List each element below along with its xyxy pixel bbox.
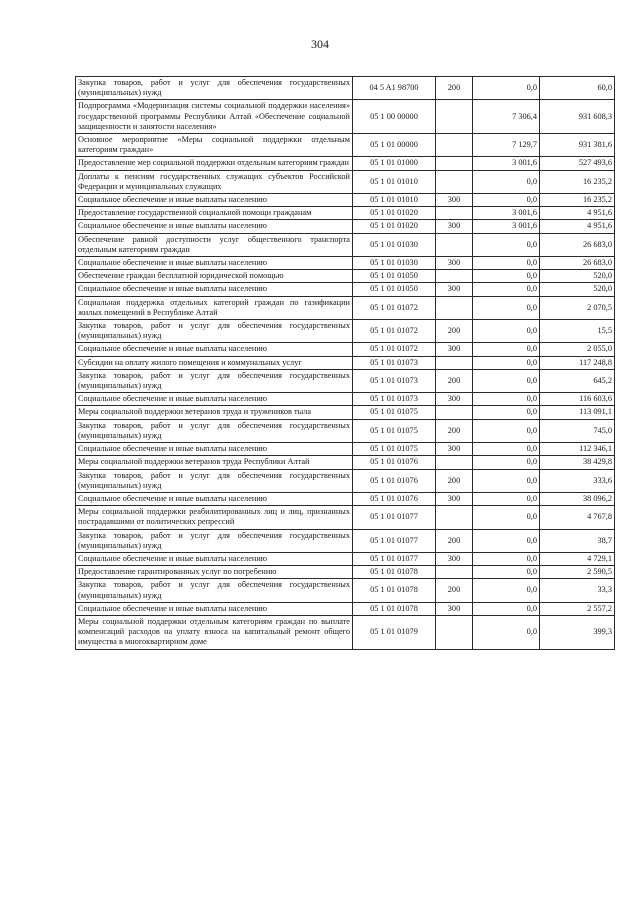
row-name: Социальное обеспечение и иные выплаты населению [76,393,353,406]
amount-2: 4 951,6 [540,220,615,233]
amount-2: 112 346,1 [540,443,615,456]
row-name: Доплаты к пенсиям государственных служащих субъектов Российской Федерации и муниципальных служащих [76,170,353,193]
table-row [76,170,615,193]
amount-1: 0,0 [473,506,540,529]
amount-1: 0,0 [473,170,540,193]
amount-1: 7 306,4 [473,100,540,134]
target-code: 05 1 01 00000 [353,134,436,157]
row-name: Закупка товаров, работ и услуг для обеспечения государственных (муниципальных) нужд [76,579,353,602]
target-code: 05 1 01 01076 [353,492,436,505]
table-row [76,393,615,406]
amount-2: 116 603,6 [540,393,615,406]
amount-1: 0,0 [473,257,540,270]
amount-1: 0,0 [473,456,540,469]
expense-type: 300 [436,283,473,296]
table-row [76,257,615,270]
table-row [76,566,615,579]
row-name: Закупка товаров, работ и услуг для обеспечения государственных (муниципальных) нужд [76,419,353,442]
target-code: 05 1 01 01078 [353,602,436,615]
row-name: Социальное обеспечение и иные выплаты населению [76,343,353,356]
amount-2: 4 729,1 [540,552,615,565]
table-row [76,283,615,296]
target-code: 05 1 01 01076 [353,456,436,469]
row-name: Социальное обеспечение и иные выплаты населению [76,257,353,270]
amount-1: 0,0 [473,270,540,283]
row-name: Социальное обеспечение и иные выплаты населению [76,492,353,505]
row-name: Социальная поддержка отдельных категорий граждан по газификации жилых помещений в Республике Алтай [76,296,353,319]
amount-2: 527 493,6 [540,157,615,170]
expense-type [436,615,473,649]
row-name: Основное мероприятие «Меры социальной поддержки отдельным категориям граждан» [76,134,353,157]
row-name: Закупка товаров, работ и услуг для обеспечения государственных (муниципальных) нужд [76,369,353,392]
table-row [76,77,615,100]
table-row [76,552,615,565]
table-row [76,356,615,369]
expense-type: 300 [436,552,473,565]
amount-2: 2 557,2 [540,602,615,615]
expense-type: 200 [436,469,473,492]
amount-2: 38,7 [540,529,615,552]
amount-2: 2 070,5 [540,296,615,319]
page-number: 304 [311,37,329,51]
table-row [76,343,615,356]
target-code: 05 1 01 01075 [353,419,436,442]
amount-2: 26 683,0 [540,233,615,256]
amount-1: 0,0 [473,296,540,319]
target-code: 05 1 01 01077 [353,506,436,529]
amount-1: 0,0 [473,369,540,392]
target-code: 05 1 01 01073 [353,369,436,392]
row-name: Меры социальной поддержки отдельным категориям граждан по выплате компенсаций расходов на уплату взноса на капитальный ремонт общего имущества в многоквартирном доме [76,615,353,649]
table-row [76,443,615,456]
amount-1: 0,0 [473,320,540,343]
target-code: 05 1 01 01030 [353,257,436,270]
table-row [76,157,615,170]
row-name: Закупка товаров, работ и услуг для обеспечения государственных (муниципальных) нужд [76,469,353,492]
amount-2: 745,0 [540,419,615,442]
amount-1: 0,0 [473,443,540,456]
amount-2: 2 055,0 [540,343,615,356]
expense-type [436,456,473,469]
expense-type: 300 [436,492,473,505]
target-code: 05 1 01 01073 [353,393,436,406]
expense-type: 200 [436,529,473,552]
target-code: 05 1 01 01010 [353,170,436,193]
budget-table-body [76,77,615,650]
amount-1: 0,0 [473,552,540,565]
amount-2: 333,6 [540,469,615,492]
amount-1: 0,0 [473,194,540,207]
row-name: Предоставление гарантированных услуг по погребению [76,566,353,579]
table-row [76,602,615,615]
target-code: 05 1 01 01078 [353,579,436,602]
expense-type: 300 [436,194,473,207]
amount-1: 0,0 [473,529,540,552]
expense-type: 300 [436,393,473,406]
expense-type: 200 [436,77,473,100]
table-row [76,579,615,602]
amount-1: 0,0 [473,492,540,505]
amount-2: 931 608,3 [540,100,615,134]
target-code: 05 1 01 01020 [353,207,436,220]
table-row [76,296,615,319]
amount-1: 0,0 [473,356,540,369]
amount-2: 38 429,8 [540,456,615,469]
amount-2: 4 951,6 [540,207,615,220]
table-row [76,134,615,157]
target-code: 05 1 01 01020 [353,220,436,233]
target-code: 05 1 01 01076 [353,469,436,492]
amount-2: 26 683,0 [540,257,615,270]
table-row [76,194,615,207]
amount-2: 399,3 [540,615,615,649]
amount-2: 2 590,5 [540,566,615,579]
amount-1: 0,0 [473,343,540,356]
table-row [76,615,615,649]
target-code: 05 1 01 01077 [353,552,436,565]
amount-2: 16 235,2 [540,194,615,207]
amount-2: 4 767,8 [540,506,615,529]
table-row [76,406,615,419]
table-row [76,419,615,442]
expense-type [436,506,473,529]
row-name: Социальное обеспечение и иные выплаты населению [76,443,353,456]
target-code: 05 1 01 01078 [353,566,436,579]
target-code: 05 1 01 01050 [353,270,436,283]
expense-type [436,356,473,369]
table-row [76,529,615,552]
row-name: Социальное обеспечение и иные выплаты населению [76,602,353,615]
target-code: 05 1 01 01073 [353,356,436,369]
amount-1: 7 129,7 [473,134,540,157]
amount-1: 3 001,6 [473,220,540,233]
target-code: 05 1 01 01072 [353,296,436,319]
budget-table [75,76,615,650]
amount-1: 0,0 [473,615,540,649]
target-code: 05 1 01 01000 [353,157,436,170]
expense-type: 300 [436,343,473,356]
table-row [76,320,615,343]
row-name: Обеспечение граждан бесплатной юридической помощью [76,270,353,283]
expense-type: 300 [436,602,473,615]
amount-2: 15,5 [540,320,615,343]
row-name: Закупка товаров, работ и услуг для обеспечения государственных (муниципальных) нужд [76,77,353,100]
amount-1: 0,0 [473,579,540,602]
expense-type [436,233,473,256]
row-name: Социальное обеспечение и иные выплаты населению [76,552,353,565]
target-code: 05 1 01 01077 [353,529,436,552]
row-name: Социальное обеспечение и иные выплаты населению [76,194,353,207]
table-row [76,506,615,529]
table-row [76,369,615,392]
row-name: Предоставление государственной социальной помощи гражданам [76,207,353,220]
amount-1: 0,0 [473,566,540,579]
amount-1: 0,0 [473,419,540,442]
amount-1: 0,0 [473,393,540,406]
expense-type [436,207,473,220]
expense-type: 200 [436,369,473,392]
amount-2: 931 381,6 [540,134,615,157]
expense-type [436,100,473,134]
target-code: 05 1 01 01050 [353,283,436,296]
expense-type [436,157,473,170]
amount-1: 0,0 [473,406,540,419]
row-name: Меры социальной поддержки ветеранов труда Республики Алтай [76,456,353,469]
row-name: Субсидии на оплату жилого помещения и коммунальных услуг [76,356,353,369]
table-row [76,270,615,283]
target-code: 05 1 01 01010 [353,194,436,207]
amount-2: 113 091,1 [540,406,615,419]
amount-1: 3 001,6 [473,207,540,220]
expense-type: 300 [436,443,473,456]
expense-type: 200 [436,419,473,442]
row-name: Подпрограмма «Модернизация системы социальной поддержки населения» государственной программы Республики Алтай «Обеспечение социальной защищенности и занятости населения» [76,100,353,134]
row-name: Закупка товаров, работ и услуг для обеспечения государственных (муниципальных) нужд [76,320,353,343]
amount-2: 33,3 [540,579,615,602]
row-name: Меры социальной поддержки ветеранов труда и тружеников тыла [76,406,353,419]
amount-1: 3 001,6 [473,157,540,170]
target-code: 05 1 01 01075 [353,406,436,419]
amount-2: 117 248,8 [540,356,615,369]
target-code: 05 1 00 00000 [353,100,436,134]
amount-2: 16 235,2 [540,170,615,193]
table-row [76,469,615,492]
target-code: 05 1 01 01079 [353,615,436,649]
amount-1: 0,0 [473,602,540,615]
expense-type [436,134,473,157]
table-row [76,492,615,505]
table-row [76,207,615,220]
expense-type: 300 [436,257,473,270]
target-code: 05 1 01 01072 [353,343,436,356]
amount-2: 60,0 [540,77,615,100]
table-row [76,220,615,233]
row-name: Социальное обеспечение и иные выплаты населению [76,220,353,233]
row-name: Меры социальной поддержки реабилитированных лиц и лиц, признанных пострадавшими от политических репрессий [76,506,353,529]
table-row [76,456,615,469]
expense-type: 200 [436,579,473,602]
amount-2: 520,0 [540,270,615,283]
amount-1: 0,0 [473,283,540,296]
expense-type: 300 [436,220,473,233]
amount-1: 0,0 [473,77,540,100]
row-name: Социальное обеспечение и иные выплаты населению [76,283,353,296]
target-code: 05 1 01 01030 [353,233,436,256]
expense-type [436,296,473,319]
amount-2: 520,0 [540,283,615,296]
target-code: 04 5 A1 98700 [353,77,436,100]
amount-1: 0,0 [473,233,540,256]
row-name: Закупка товаров, работ и услуг для обеспечения государственных (муниципальных) нужд [76,529,353,552]
amount-1: 0,0 [473,469,540,492]
target-code: 05 1 01 01075 [353,443,436,456]
amount-2: 645,2 [540,369,615,392]
expense-type [436,406,473,419]
target-code: 05 1 01 01072 [353,320,436,343]
row-name: Предоставление мер социальной поддержки отдельным категориям граждан [76,157,353,170]
expense-type [436,170,473,193]
table-row [76,233,615,256]
expense-type [436,566,473,579]
table-row [76,100,615,134]
row-name: Обеспечение равной доступности услуг общественного транспорта отдельным категориям граждан [76,233,353,256]
expense-type [436,270,473,283]
amount-2: 38 096,2 [540,492,615,505]
expense-type: 200 [436,320,473,343]
